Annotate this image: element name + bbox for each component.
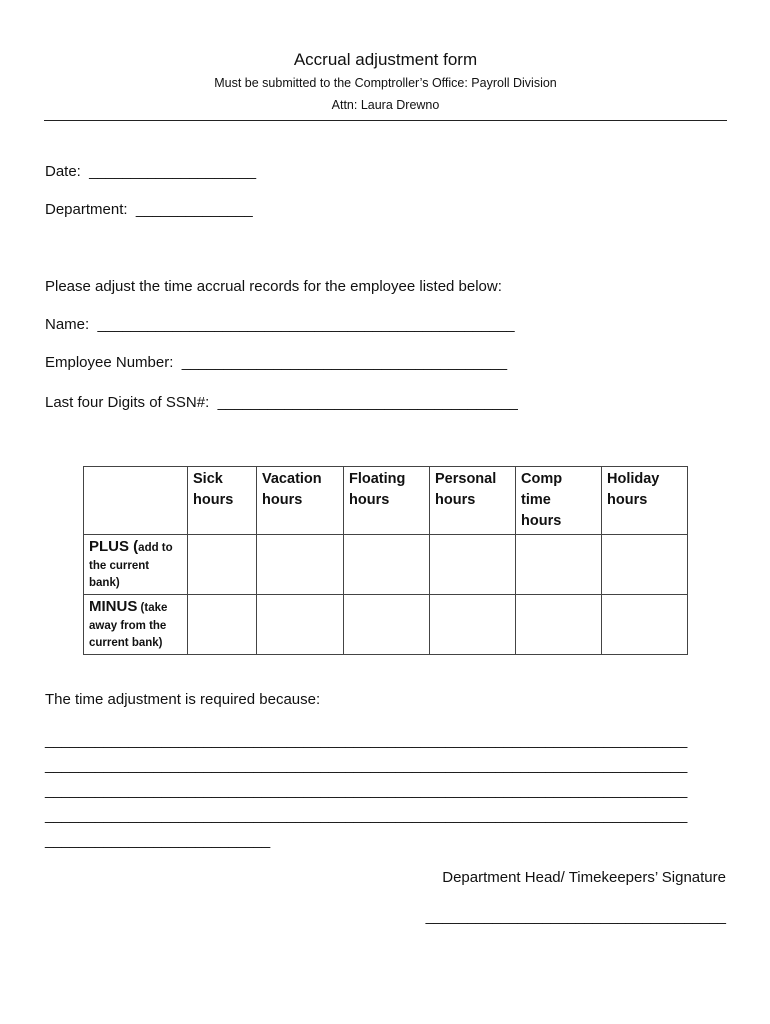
column-header-line: hours — [262, 492, 303, 508]
plus-sick-cell[interactable] — [188, 535, 257, 595]
reason-label: The time adjustment is required because: — [45, 691, 321, 708]
row-label-inline: (take — [137, 602, 168, 614]
reason-line[interactable]: _____________________________________________________________________________ — [45, 782, 688, 799]
column-header-line: Personal — [435, 471, 497, 487]
employee-number-field[interactable]: Employee Number: _______________________________________ — [45, 354, 508, 371]
form-header — [44, 48, 727, 116]
row-label-inline: add to — [138, 542, 173, 554]
plus-vacation-cell[interactable] — [257, 535, 344, 595]
form-attention: Attn: Laura Drewno — [331, 98, 440, 112]
row-label-plus — [84, 535, 188, 595]
row-label-note: bank) — [89, 577, 120, 589]
minus-personal-cell[interactable] — [430, 595, 516, 655]
minus-floating-cell[interactable] — [344, 595, 430, 655]
reason-line[interactable]: _____________________________________________________________________________ — [45, 807, 688, 824]
minus-sick-cell[interactable] — [188, 595, 257, 655]
column-header-line: Floating — [349, 471, 406, 487]
form-subtitle: Must be submitted to the Comptroller’s Office: Payroll Division — [214, 76, 557, 90]
table-corner-cell — [84, 467, 188, 535]
plus-floating-cell[interactable] — [344, 535, 430, 595]
minus-comp-time-cell[interactable] — [516, 595, 602, 655]
header-divider — [44, 120, 727, 121]
department-field[interactable]: Department: ______________ — [45, 201, 253, 218]
accrual-table — [83, 466, 688, 655]
column-header-line: hours — [435, 492, 476, 508]
minus-vacation-cell[interactable] — [257, 595, 344, 655]
date-field[interactable]: Date: ____________________ — [45, 163, 257, 180]
table-row-minus — [84, 595, 688, 655]
table-header-row — [84, 467, 688, 535]
reason-line[interactable]: ___________________________ — [45, 832, 271, 849]
row-label-main: PLUS ( — [89, 538, 139, 555]
signature-line[interactable]: ____________________________________ — [425, 908, 726, 925]
column-header-line: time — [521, 492, 551, 508]
plus-comp-time-cell[interactable] — [516, 535, 602, 595]
row-label-note: current bank) — [89, 637, 163, 649]
column-header-line: Holiday — [607, 471, 660, 487]
row-label-minus — [84, 595, 188, 655]
column-header-line: hours — [607, 492, 648, 508]
reason-line[interactable]: _____________________________________________________________________________ — [45, 732, 688, 749]
signature-label: Department Head/ Timekeepers’ Signature — [442, 869, 726, 886]
plus-personal-cell[interactable] — [430, 535, 516, 595]
row-label-main: MINUS — [89, 598, 138, 615]
column-header-line: Sick — [193, 471, 223, 487]
column-header-line: Comp — [521, 471, 563, 487]
instruction-text: Please adjust the time accrual records for the employee listed below: — [45, 278, 502, 295]
column-header-line: hours — [349, 492, 390, 508]
column-header-sick — [188, 467, 257, 535]
reason-line[interactable]: _____________________________________________________________________________ — [45, 757, 688, 774]
column-header-line: hours — [193, 492, 234, 508]
column-header-line: Vacation — [262, 471, 322, 487]
ssn-field[interactable]: Last four Digits of SSN#: ____________________________________ — [45, 394, 518, 411]
column-header-comp-time — [516, 467, 602, 535]
column-header-vacation — [257, 467, 344, 535]
minus-holiday-cell[interactable] — [602, 595, 688, 655]
table-row-plus — [84, 535, 688, 595]
plus-holiday-cell[interactable] — [602, 535, 688, 595]
name-field[interactable]: Name: __________________________________________________ — [45, 316, 515, 333]
column-header-floating — [344, 467, 430, 535]
column-header-line: hours — [521, 513, 562, 529]
row-label-note: away from the — [89, 620, 167, 632]
column-header-holiday — [602, 467, 688, 535]
row-label-note: the current — [89, 560, 150, 572]
column-header-personal — [430, 467, 516, 535]
form-title: Accrual adjustment form — [293, 50, 478, 69]
